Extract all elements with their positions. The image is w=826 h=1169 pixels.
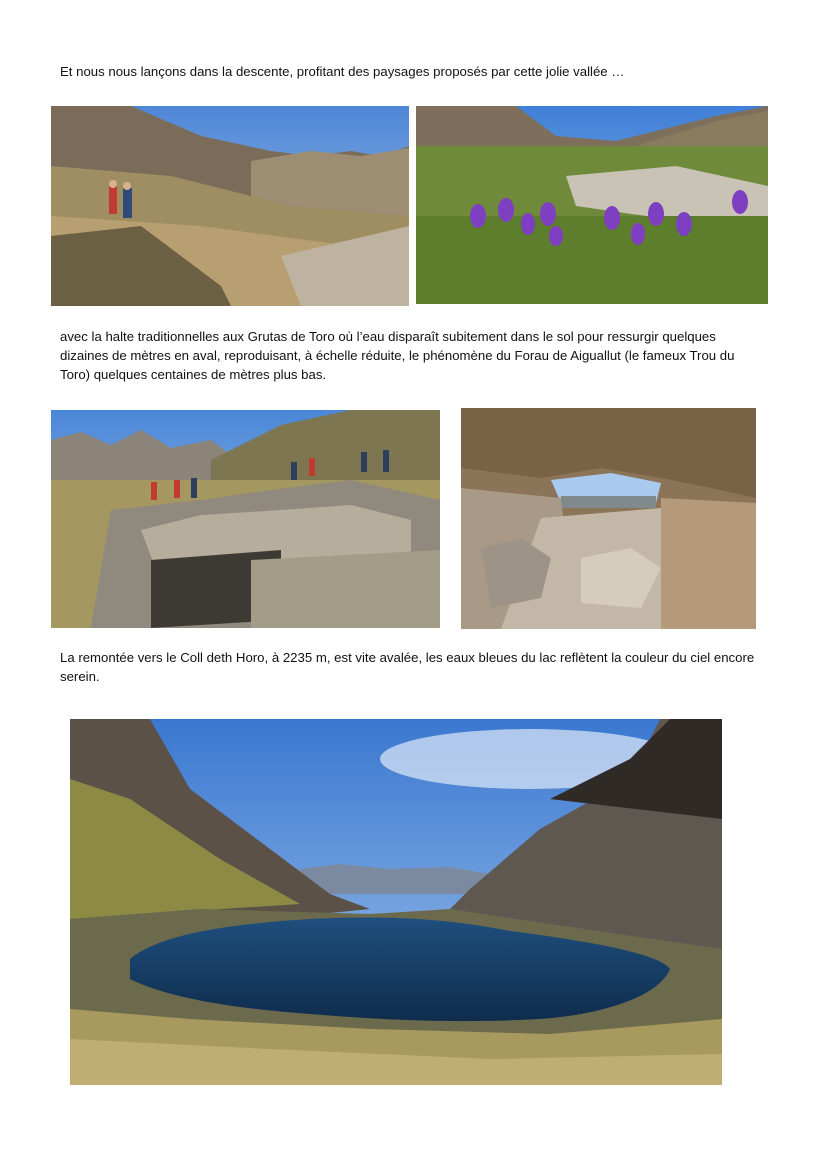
photo-hikers-descent bbox=[51, 106, 409, 306]
photo-group-on-rocks bbox=[51, 410, 440, 628]
photo-rock-arch bbox=[461, 408, 756, 629]
coll-paragraph: La remontée vers le Coll deth Horo, à 2235 m, est vite avalée, les eaux bleues du lac reflètent la couleur du ciel encore serein. bbox=[60, 650, 755, 684]
grutas-paragraph: avec la halte traditionnelles aux Grutas de Toro où l’eau disparaît subitement dans le sol pour ressurgir quelques dizaines de mètres en aval, reproduisant, à échelle réduite, le phénomène du Forau de Aiguallut (le fameux Trou du Toro) quelques centaines de mètres plus bas. bbox=[60, 329, 735, 382]
photo-crocus-meadow bbox=[416, 106, 768, 304]
photo-mountain-lake bbox=[70, 719, 722, 1085]
intro-paragraph: Et nous nous lançons dans la descente, profitant des paysages proposés par cette jolie vallée … bbox=[60, 64, 625, 79]
